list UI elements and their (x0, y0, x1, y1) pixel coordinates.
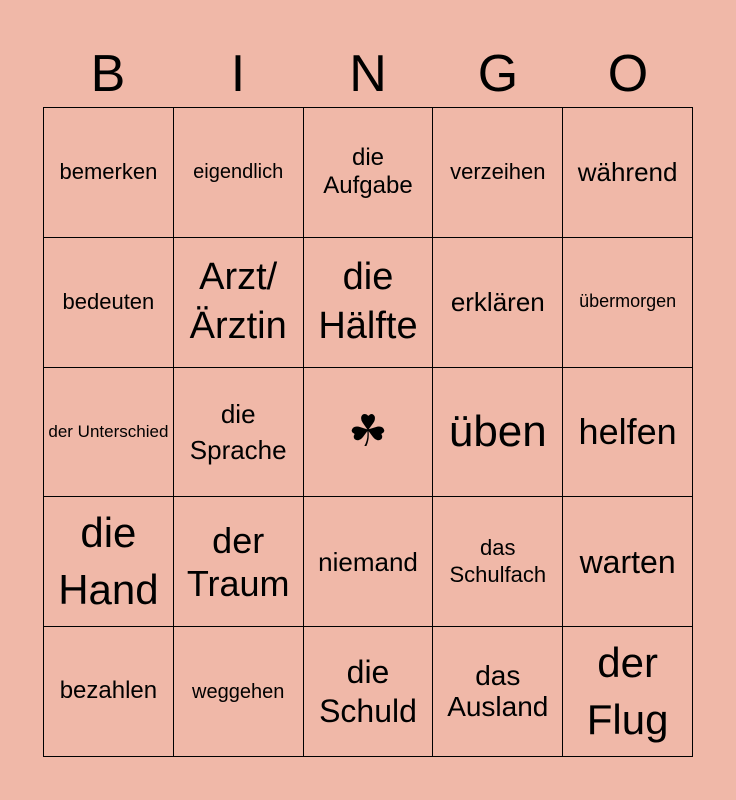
header-letter-o: O (607, 45, 649, 103)
bingo-cell-r5-c5[interactable]: der Flug (563, 627, 693, 757)
bingo-cell-r4-c2[interactable]: der Traum (174, 497, 304, 627)
bingo-cell-r1-c1[interactable]: bemerken (44, 108, 174, 238)
bingo-cell-r2-c5[interactable]: übermorgen (563, 238, 693, 368)
bingo-cell-r1-c2[interactable]: eigendlich (174, 108, 304, 238)
bingo-cell-r3-c4[interactable]: üben (433, 368, 563, 498)
bingo-cell-r4-c4[interactable]: das Schulfach (433, 497, 563, 627)
bingo-cell-r2-c4[interactable]: erklären (433, 238, 563, 368)
bingo-cell-r2-c2[interactable]: Arzt/ Ärztin (174, 238, 304, 368)
bingo-cell-r1-c3[interactable]: die Aufgabe (304, 108, 434, 238)
bingo-cell-r2-c3[interactable]: die Hälfte (304, 238, 434, 368)
bingo-cell-r1-c4[interactable]: verzeihen (433, 108, 563, 238)
bingo-cell-r1-c5[interactable]: während (563, 108, 693, 238)
bingo-cell-r3-c5[interactable]: helfen (563, 368, 693, 498)
bingo-header (43, 40, 693, 108)
free-space-clover-icon[interactable]: ☘ (304, 368, 434, 498)
bingo-cell-r5-c3[interactable]: die Schuld (304, 627, 434, 757)
bingo-cell-r4-c3[interactable]: niemand (304, 497, 434, 627)
bingo-cell-r5-c2[interactable]: weggehen (174, 627, 304, 757)
bingo-cell-r5-c1[interactable]: bezahlen (44, 627, 174, 757)
bingo-cell-r4-c1[interactable]: die Hand (44, 497, 174, 627)
bingo-cell-r3-c1[interactable]: der Unterschied (44, 368, 174, 498)
header-letter-g: G (477, 45, 519, 103)
bingo-cell-r5-c4[interactable]: das Ausland (433, 627, 563, 757)
header-letter-b: B (90, 45, 126, 103)
bingo-cell-r2-c1[interactable]: bedeuten (44, 238, 174, 368)
header-letter-i: I (230, 45, 246, 103)
bingo-cell-r4-c5[interactable]: warten (563, 497, 693, 627)
bingo-cell-r3-c2[interactable]: die Sprache (174, 368, 304, 498)
bingo-board (43, 107, 693, 757)
header-letter-n: N (349, 45, 387, 103)
